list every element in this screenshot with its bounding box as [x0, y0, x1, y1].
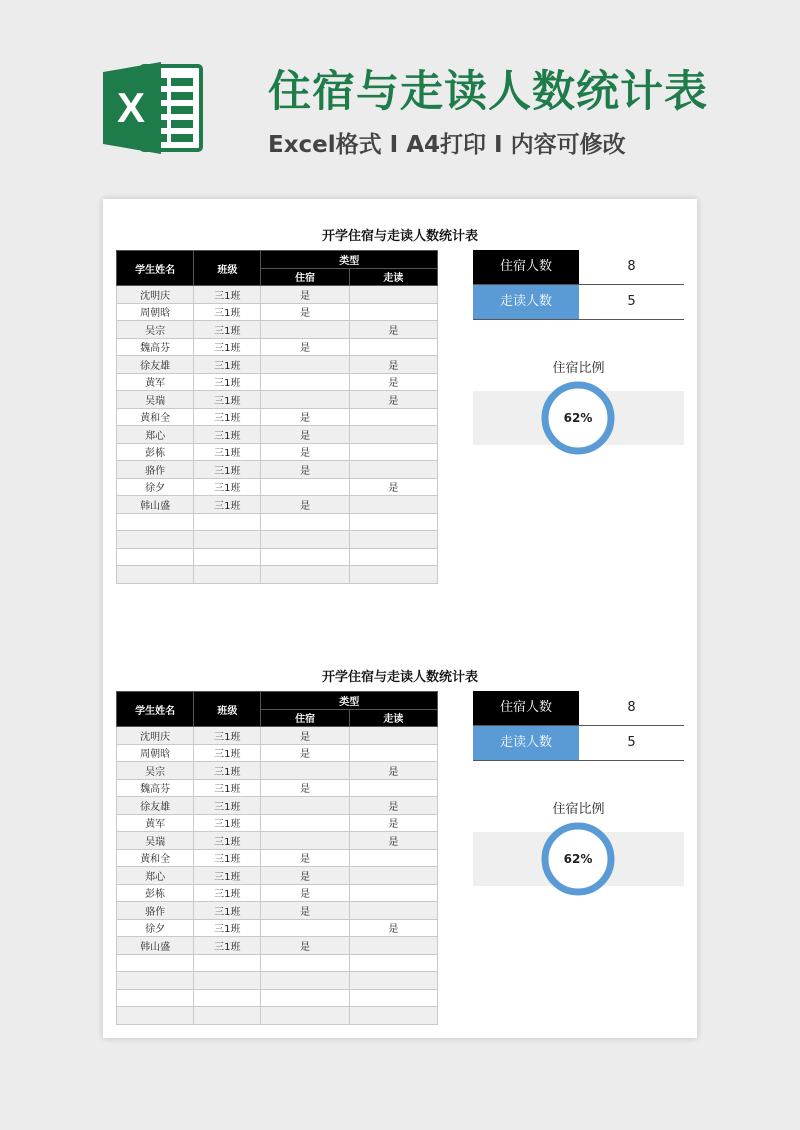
cell-boarding[interactable]: 是	[261, 937, 349, 955]
cell-class[interactable]: 三1班	[194, 496, 261, 514]
table-row	[117, 461, 438, 479]
cell-boarding[interactable]: 是	[261, 744, 349, 762]
table-row	[117, 744, 438, 762]
column-header-commuting: 走读	[349, 709, 437, 727]
cell-class[interactable]: 三1班	[194, 902, 261, 920]
cell-name[interactable]: 黄军	[117, 814, 194, 832]
cell-boarding[interactable]	[261, 391, 349, 409]
cell-commuting[interactable]: 是	[349, 321, 437, 339]
page-header	[0, 0, 800, 190]
table-row	[117, 884, 438, 902]
cell-commuting[interactable]	[349, 408, 437, 426]
cell-name[interactable]: 吴宗	[117, 762, 194, 780]
cell-commuting[interactable]	[349, 1007, 437, 1025]
cell-commuting[interactable]	[349, 566, 437, 584]
cell-class[interactable]	[194, 1007, 261, 1025]
table-row	[117, 356, 438, 374]
cell-name[interactable]: 郑心	[117, 426, 194, 444]
cell-name[interactable]: 魏高芬	[117, 338, 194, 356]
cell-commuting[interactable]	[349, 779, 437, 797]
table-row	[117, 338, 438, 356]
cell-boarding[interactable]: 是	[261, 902, 349, 920]
table-row	[117, 443, 438, 461]
boarding-ratio-ring	[539, 379, 617, 457]
cell-boarding[interactable]: 是	[261, 779, 349, 797]
cell-boarding[interactable]: 是	[261, 496, 349, 514]
cell-name[interactable]: 徐友雄	[117, 356, 194, 374]
count-summary	[473, 250, 684, 320]
cell-class[interactable]: 三1班	[194, 744, 261, 762]
cell-class[interactable]: 三1班	[194, 884, 261, 902]
cell-class[interactable]: 三1班	[194, 849, 261, 867]
table-row	[117, 867, 438, 885]
column-header-boarding: 住宿	[261, 709, 349, 727]
cell-class[interactable]	[194, 513, 261, 531]
cell-name[interactable]	[117, 1007, 194, 1025]
logo-letter: X	[116, 84, 146, 131]
table-row	[117, 727, 438, 745]
table-row	[117, 286, 438, 304]
cell-boarding[interactable]: 是	[261, 408, 349, 426]
cell-boarding[interactable]: 是	[261, 884, 349, 902]
cell-class[interactable]: 三1班	[194, 797, 261, 815]
cell-name[interactable]	[117, 972, 194, 990]
cell-boarding[interactable]: 是	[261, 286, 349, 304]
boarding-count-row	[473, 250, 684, 285]
cell-class[interactable]	[194, 548, 261, 566]
table-row	[117, 1007, 438, 1025]
cell-name[interactable]: 吴宗	[117, 321, 194, 339]
table-row	[117, 797, 438, 815]
boarding-ratio-title: 住宿比例	[552, 802, 605, 817]
cell-commuting[interactable]	[349, 461, 437, 479]
statistics-block-2	[103, 640, 697, 1040]
table-row	[117, 303, 438, 321]
cell-commuting[interactable]: 是	[349, 762, 437, 780]
boarding-ratio-panel	[473, 832, 684, 886]
cell-commuting[interactable]: 是	[349, 391, 437, 409]
cell-boarding[interactable]: 是	[261, 426, 349, 444]
cell-commuting[interactable]: 是	[349, 832, 437, 850]
cell-boarding[interactable]	[261, 513, 349, 531]
page-title: 住宿与走读人数统计表	[268, 67, 708, 117]
student-rows	[117, 727, 438, 1025]
boarding-ratio-ring	[539, 820, 617, 898]
column-header-name: 学生姓名	[117, 692, 194, 727]
cell-boarding[interactable]	[261, 797, 349, 815]
cell-commuting[interactable]	[349, 303, 437, 321]
cell-name[interactable]: 黄和全	[117, 408, 194, 426]
cell-name[interactable]: 彭栋	[117, 443, 194, 461]
boarding-ratio-value: 62%	[563, 852, 593, 866]
cell-commuting[interactable]	[349, 531, 437, 549]
cell-name[interactable]: 韩山盛	[117, 496, 194, 514]
cell-class[interactable]: 三1班	[194, 814, 261, 832]
table-row	[117, 832, 438, 850]
table-row	[117, 391, 438, 409]
student-table	[116, 250, 438, 584]
student-table	[116, 691, 438, 1025]
cell-boarding[interactable]: 是	[261, 727, 349, 745]
table-row	[117, 954, 438, 972]
cell-commuting[interactable]: 是	[349, 919, 437, 937]
cell-class[interactable]: 三1班	[194, 373, 261, 391]
cell-name[interactable]: 黄军	[117, 373, 194, 391]
cell-commuting[interactable]: 是	[349, 478, 437, 496]
cell-commuting[interactable]	[349, 884, 437, 902]
cell-class[interactable]: 三1班	[194, 937, 261, 955]
cell-commuting[interactable]	[349, 338, 437, 356]
cell-name[interactable]: 沈明庆	[117, 286, 194, 304]
cell-boarding[interactable]	[261, 531, 349, 549]
commuting-count-label: 走读人数	[473, 285, 579, 319]
cell-commuting[interactable]	[349, 443, 437, 461]
cell-class[interactable]	[194, 954, 261, 972]
cell-class[interactable]: 三1班	[194, 779, 261, 797]
table-row	[117, 919, 438, 937]
cell-boarding[interactable]: 是	[261, 461, 349, 479]
table-row	[117, 531, 438, 549]
cell-name[interactable]: 徐友雄	[117, 797, 194, 815]
count-summary	[473, 691, 684, 761]
cell-boarding[interactable]: 是	[261, 867, 349, 885]
cell-name[interactable]: 沈明庆	[117, 727, 194, 745]
table-row	[117, 566, 438, 584]
table-row	[117, 478, 438, 496]
cell-commuting[interactable]	[349, 849, 437, 867]
cell-commuting[interactable]	[349, 496, 437, 514]
cell-name[interactable]: 周朝晗	[117, 303, 194, 321]
cell-name[interactable]: 吴瑞	[117, 391, 194, 409]
cell-class[interactable]	[194, 566, 261, 584]
cell-commuting[interactable]: 是	[349, 356, 437, 374]
cell-class[interactable]: 三1班	[194, 762, 261, 780]
cell-class[interactable]	[194, 531, 261, 549]
boarding-ratio-panel	[473, 391, 684, 445]
table-title: 开学住宿与走读人数统计表	[321, 229, 478, 244]
cell-class[interactable]: 三1班	[194, 867, 261, 885]
table-row	[117, 408, 438, 426]
cell-boarding[interactable]	[261, 356, 349, 374]
cell-class[interactable]: 三1班	[194, 391, 261, 409]
cell-class[interactable]: 三1班	[194, 286, 261, 304]
commuting-count-label: 走读人数	[473, 726, 579, 760]
cell-boarding[interactable]	[261, 321, 349, 339]
commuting-count-row	[473, 726, 684, 761]
cell-boarding[interactable]: 是	[261, 849, 349, 867]
cell-class[interactable]: 三1班	[194, 478, 261, 496]
cell-boarding[interactable]	[261, 972, 349, 990]
cell-class[interactable]: 三1班	[194, 321, 261, 339]
table-row	[117, 513, 438, 531]
cell-commuting[interactable]	[349, 426, 437, 444]
cell-name[interactable]	[117, 989, 194, 1007]
table-row	[117, 779, 438, 797]
cell-boarding[interactable]	[261, 373, 349, 391]
spreadsheet-page	[103, 199, 697, 1038]
cell-name[interactable]: 骆作	[117, 461, 194, 479]
table-row	[117, 762, 438, 780]
cell-commuting[interactable]	[349, 937, 437, 955]
cell-commuting[interactable]	[349, 727, 437, 745]
cell-name[interactable]: 魏高芬	[117, 779, 194, 797]
boarding-ratio-title: 住宿比例	[552, 361, 605, 376]
cell-commuting[interactable]	[349, 286, 437, 304]
cell-class[interactable]: 三1班	[194, 303, 261, 321]
table-row	[117, 548, 438, 566]
cell-name[interactable]	[117, 548, 194, 566]
cell-class[interactable]	[194, 989, 261, 1007]
cell-name[interactable]: 郑心	[117, 867, 194, 885]
cell-name[interactable]	[117, 513, 194, 531]
cell-class[interactable]	[194, 972, 261, 990]
cell-name[interactable]: 骆作	[117, 902, 194, 920]
cell-boarding[interactable]	[261, 832, 349, 850]
cell-name[interactable]: 彭栋	[117, 884, 194, 902]
cell-boarding[interactable]	[261, 814, 349, 832]
cell-class[interactable]: 三1班	[194, 426, 261, 444]
commuting-count-value[interactable]: 5	[627, 735, 636, 750]
table-row	[117, 972, 438, 990]
boarding-count-label: 住宿人数	[473, 691, 579, 725]
cell-name[interactable]: 韩山盛	[117, 937, 194, 955]
cell-class[interactable]: 三1班	[194, 408, 261, 426]
cell-commuting[interactable]	[349, 902, 437, 920]
cell-boarding[interactable]	[261, 1007, 349, 1025]
cell-boarding[interactable]	[261, 566, 349, 584]
cell-class[interactable]: 三1班	[194, 919, 261, 937]
cell-boarding[interactable]	[261, 954, 349, 972]
cell-commuting[interactable]	[349, 989, 437, 1007]
commuting-count-row	[473, 285, 684, 320]
cell-name[interactable]: 吴瑞	[117, 832, 194, 850]
table-row	[117, 989, 438, 1007]
boarding-count-label: 住宿人数	[473, 250, 579, 284]
table-row	[117, 496, 438, 514]
cell-name[interactable]	[117, 566, 194, 584]
cell-commuting[interactable]: 是	[349, 373, 437, 391]
cell-class[interactable]: 三1班	[194, 832, 261, 850]
cell-class[interactable]: 三1班	[194, 356, 261, 374]
excel-logo-icon	[103, 60, 203, 156]
column-header-commuting: 走读	[349, 268, 437, 286]
cell-boarding[interactable]: 是	[261, 338, 349, 356]
cell-commuting[interactable]	[349, 954, 437, 972]
column-header-type: 类型	[261, 251, 438, 269]
cell-commuting[interactable]	[349, 972, 437, 990]
cell-commuting[interactable]	[349, 513, 437, 531]
cell-class[interactable]: 三1班	[194, 727, 261, 745]
cell-commuting[interactable]	[349, 548, 437, 566]
table-row	[117, 373, 438, 391]
cell-boarding[interactable]	[261, 548, 349, 566]
cell-name[interactable]: 黄和全	[117, 849, 194, 867]
table-row	[117, 937, 438, 955]
cell-name[interactable]	[117, 531, 194, 549]
cell-commuting[interactable]	[349, 744, 437, 762]
cell-commuting[interactable]: 是	[349, 814, 437, 832]
table-row	[117, 902, 438, 920]
column-header-type: 类型	[261, 692, 438, 710]
cell-boarding[interactable]	[261, 919, 349, 937]
cell-class[interactable]: 三1班	[194, 443, 261, 461]
boarding-count-value[interactable]: 8	[627, 700, 636, 715]
cell-commuting[interactable]: 是	[349, 797, 437, 815]
boarding-count-row	[473, 691, 684, 726]
column-header-class: 班级	[194, 251, 261, 286]
table-row	[117, 321, 438, 339]
cell-commuting[interactable]	[349, 867, 437, 885]
cell-name[interactable]: 徐夕	[117, 478, 194, 496]
table-row	[117, 426, 438, 444]
table-row	[117, 814, 438, 832]
column-header-boarding: 住宿	[261, 268, 349, 286]
cell-boarding[interactable]: 是	[261, 443, 349, 461]
cell-name[interactable]	[117, 954, 194, 972]
cell-boarding[interactable]: 是	[261, 303, 349, 321]
cell-class[interactable]: 三1班	[194, 338, 261, 356]
boarding-count-value[interactable]: 8	[627, 259, 636, 274]
commuting-count-value[interactable]: 5	[627, 294, 636, 309]
cell-class[interactable]: 三1班	[194, 461, 261, 479]
page-subtitle: Excel格式 I A4打印 I 内容可修改	[268, 132, 626, 158]
statistics-block-1	[103, 199, 697, 599]
cell-boarding[interactable]	[261, 989, 349, 1007]
boarding-ratio-value: 62%	[563, 411, 593, 425]
cell-boarding[interactable]	[261, 478, 349, 496]
table-title: 开学住宿与走读人数统计表	[321, 670, 478, 685]
student-rows	[117, 286, 438, 584]
column-header-name: 学生姓名	[117, 251, 194, 286]
cell-boarding[interactable]	[261, 762, 349, 780]
cell-name[interactable]: 周朝晗	[117, 744, 194, 762]
column-header-class: 班级	[194, 692, 261, 727]
table-row	[117, 849, 438, 867]
cell-name[interactable]: 徐夕	[117, 919, 194, 937]
